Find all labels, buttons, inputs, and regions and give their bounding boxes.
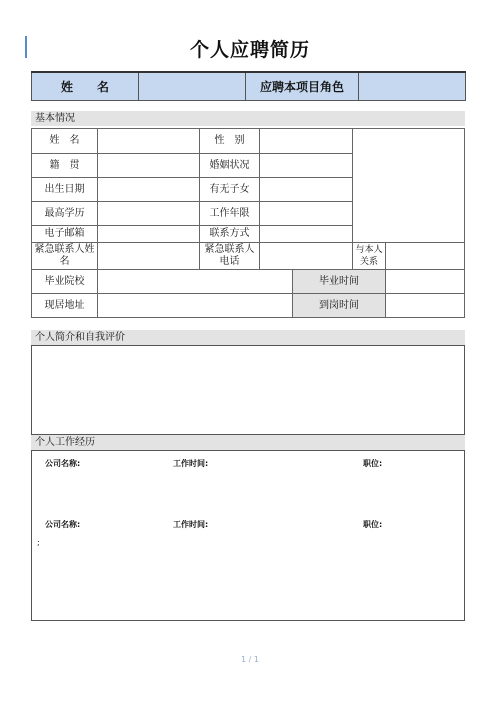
relation-label: 与本人关系: [353, 243, 386, 270]
company-label-1: 公司名称:: [45, 459, 81, 468]
experience-section-title: 个人工作经历: [31, 435, 465, 450]
intro-section-title: 个人简介和自我评价: [31, 330, 465, 345]
company-label-2: 公司名称:: [45, 520, 81, 529]
page-title: 个人应聘简历: [189, 39, 310, 61]
school-label: 毕业院校: [32, 270, 98, 294]
work-years-field[interactable]: [260, 202, 353, 226]
contact-field[interactable]: [260, 226, 353, 243]
experience-box[interactable]: [31, 450, 465, 621]
name-value-field[interactable]: [139, 72, 246, 100]
experience-note: ;: [37, 538, 40, 547]
work-time-label-1: 工作时间:: [173, 459, 209, 468]
emergency-name-label: 紧急联系人姓名: [32, 243, 98, 270]
school-field[interactable]: [98, 270, 293, 294]
education-label: 最高学历: [32, 202, 98, 226]
name-label: 姓 名: [32, 129, 98, 154]
emergency-phone-field[interactable]: [260, 243, 353, 270]
role-label: 应聘本项目角色: [246, 72, 359, 100]
gender-field[interactable]: [260, 129, 353, 154]
birth-label: 出生日期: [32, 178, 98, 202]
name-label: 姓 名: [32, 72, 139, 100]
emergency-phone-label: 紧急联系人电话: [200, 243, 260, 270]
education-field[interactable]: [98, 202, 200, 226]
intro-textarea[interactable]: [31, 345, 465, 435]
marital-field[interactable]: [260, 154, 353, 178]
name-field[interactable]: [98, 129, 200, 154]
work-years-label: 工作年限: [200, 202, 260, 226]
marital-label: 婚姻状况: [200, 154, 260, 178]
children-field[interactable]: [260, 178, 353, 202]
origin-label: 籍 贯: [32, 154, 98, 178]
grad-time-field[interactable]: [386, 270, 465, 294]
email-field[interactable]: [98, 226, 200, 243]
work-time-label-2: 工作时间:: [173, 520, 209, 529]
origin-field[interactable]: [98, 154, 200, 178]
address-field[interactable]: [98, 294, 293, 318]
page-number: 1 / 1: [241, 655, 259, 664]
address-label: 现居地址: [32, 294, 98, 318]
photo-box[interactable]: [353, 129, 465, 243]
grad-time-label: 毕业时间: [293, 270, 386, 294]
contact-label: 联系方式: [200, 226, 260, 243]
position-label-2: 职位:: [363, 520, 383, 529]
basic-info-section-title: 基本情况: [31, 111, 465, 126]
children-label: 有无子女: [200, 178, 260, 202]
header-table: [31, 71, 466, 101]
gender-label: 性 别: [200, 129, 260, 154]
arrival-time-field[interactable]: [386, 294, 465, 318]
email-label: 电子邮箱: [32, 226, 98, 243]
birth-field[interactable]: [98, 178, 200, 202]
role-value-field[interactable]: [359, 72, 466, 100]
arrival-time-label: 到岗时间: [293, 294, 386, 318]
position-label-1: 职位:: [363, 459, 383, 468]
basic-info-table: [31, 128, 465, 318]
emergency-name-field[interactable]: [98, 243, 200, 270]
relation-field[interactable]: [386, 243, 465, 270]
